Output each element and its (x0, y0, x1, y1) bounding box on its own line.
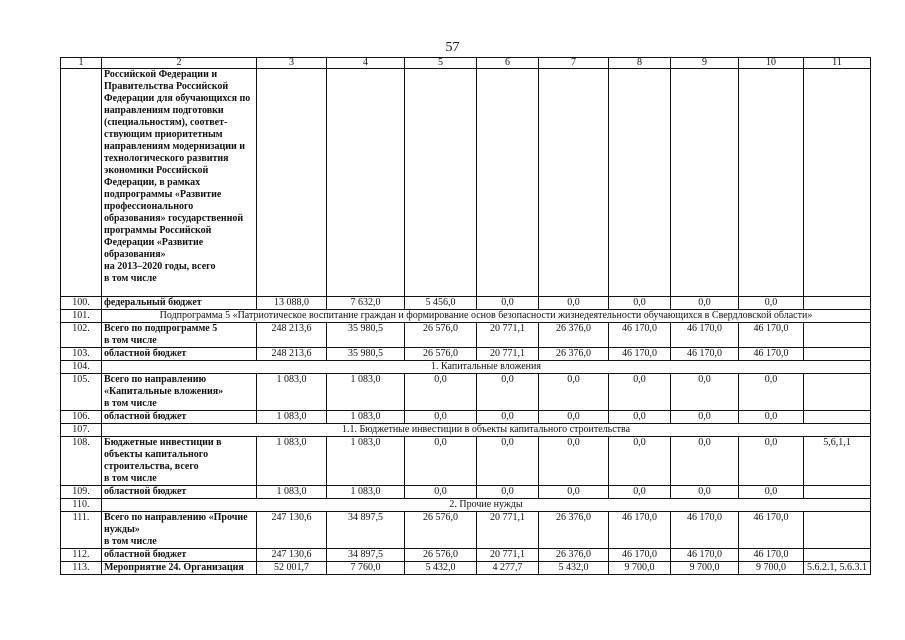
value-cell: 0,0 (405, 374, 477, 411)
column-header: 10 (739, 58, 804, 69)
table-row (61, 297, 871, 310)
value-cell: 0,0 (477, 411, 539, 424)
reference-cell: 5,6,1,1 (804, 437, 871, 486)
value-cell: 46 170,0 (609, 323, 671, 348)
value-cell: 46 170,0 (671, 323, 739, 348)
value-cell: 46 170,0 (739, 348, 804, 361)
value-cell: 0,0 (405, 411, 477, 424)
reference-cell (804, 297, 871, 310)
value-cell: 0,0 (539, 437, 609, 486)
value-cell: 26 376,0 (539, 348, 609, 361)
value-cell: 0,0 (739, 411, 804, 424)
row-label: Всего по направлению «Капитальные вложения» в том числе (102, 374, 257, 411)
column-header: 3 (257, 58, 327, 69)
value-cell: 34 897,5 (327, 512, 405, 549)
row-number: 112. (61, 549, 102, 562)
value-cell: 4 277,7 (477, 562, 539, 575)
section-title: 1.1. Бюджетные инвестиции в объекты капитального строительства (102, 424, 871, 437)
value-cell: 0,0 (739, 437, 804, 486)
value-cell: 0,0 (539, 411, 609, 424)
value-cell: 46 170,0 (671, 512, 739, 549)
value-cell: 248 213,6 (257, 323, 327, 348)
value-cell: 13 088,0 (257, 297, 327, 310)
row-number: 111. (61, 512, 102, 549)
table-row (61, 512, 871, 549)
value-cell: 0,0 (405, 486, 477, 499)
value-cell: 0,0 (609, 374, 671, 411)
row-label: Российской Федерации и Правительства Российской Федерации для обучающихся по направлениям подготовки (специальностям), соответ- ствующим приоритетным направлениям модернизации и технологического развития экономики Российской Федерации, в рамках подпрограммы «Развитие профессионального образования» государственной программы Российской Федерации «Развитие образования» на 2013–2020 годы, всего в том числе (102, 69, 257, 297)
row-number: 103. (61, 348, 102, 361)
column-header: 7 (539, 58, 609, 69)
row-label: федеральный бюджет (102, 297, 257, 310)
section-title: 1. Капитальные вложения (102, 361, 871, 374)
value-cell: 1 083,0 (257, 374, 327, 411)
value-cell: 247 130,6 (257, 549, 327, 562)
value-cell: 0,0 (609, 411, 671, 424)
value-cell: 46 170,0 (609, 549, 671, 562)
column-header: 5 (405, 58, 477, 69)
value-cell: 247 130,6 (257, 512, 327, 549)
value-cell: 46 170,0 (671, 549, 739, 562)
reference-cell (804, 348, 871, 361)
value-cell: 26 576,0 (405, 549, 477, 562)
column-header: 6 (477, 58, 539, 69)
row-label: областной бюджет (102, 486, 257, 499)
value-cell: 46 170,0 (739, 323, 804, 348)
reference-cell (804, 374, 871, 411)
row-number: 107. (61, 424, 102, 437)
column-header: 8 (609, 58, 671, 69)
value-cell: 26 376,0 (539, 549, 609, 562)
row-number: 100. (61, 297, 102, 310)
column-header: 9 (671, 58, 739, 69)
table-row (61, 562, 871, 575)
value-cell: 0,0 (405, 437, 477, 486)
value-cell: 0,0 (739, 486, 804, 499)
value-cell: 0,0 (671, 297, 739, 310)
value-cell: 1 083,0 (327, 486, 405, 499)
column-header: 1 (61, 58, 102, 69)
row-label: Всего по направлению «Прочие нужды» в том числе (102, 512, 257, 549)
row-number: 101. (61, 310, 102, 323)
value-cell: 20 771,1 (477, 549, 539, 562)
value-cell: 1 083,0 (327, 437, 405, 486)
row-label: Всего по подпрограмме 5 в том числе (102, 323, 257, 348)
row-number: 110. (61, 499, 102, 512)
section-row (61, 499, 871, 512)
value-cell: 26 576,0 (405, 512, 477, 549)
value-cell: 0,0 (539, 374, 609, 411)
reference-cell (804, 512, 871, 549)
value-cell: 0,0 (539, 297, 609, 310)
value-cell: 0,0 (609, 297, 671, 310)
row-number: 104. (61, 361, 102, 374)
value-cell: 20 771,1 (477, 323, 539, 348)
value-cell: 0,0 (609, 486, 671, 499)
reference-cell: 5.6.2.1, 5.6.3.1 (804, 562, 871, 575)
budget-table (60, 57, 871, 575)
value-cell: 46 170,0 (739, 549, 804, 562)
value-cell: 26 576,0 (405, 323, 477, 348)
row-number: 109. (61, 486, 102, 499)
table-row (61, 348, 871, 361)
value-cell: 7 760,0 (327, 562, 405, 575)
value-cell: 1 083,0 (257, 486, 327, 499)
value-cell: 0,0 (477, 437, 539, 486)
reference-cell (804, 549, 871, 562)
value-cell: 9 700,0 (609, 562, 671, 575)
value-cell: 20 771,1 (477, 348, 539, 361)
table-row (61, 374, 871, 411)
value-cell: 1 083,0 (257, 437, 327, 486)
value-cell: 0,0 (477, 297, 539, 310)
row-number (61, 69, 102, 297)
row-label: областной бюджет (102, 411, 257, 424)
value-cell: 26 376,0 (539, 512, 609, 549)
row-label: Бюджетные инвестиции в объекты капитального строительства, всего в том числе (102, 437, 257, 486)
value-cell: 46 170,0 (609, 512, 671, 549)
table-header (61, 58, 871, 69)
table-row (61, 549, 871, 562)
row-number: 105. (61, 374, 102, 411)
value-cell: 5 456,0 (405, 297, 477, 310)
value-cell: 9 700,0 (671, 562, 739, 575)
value-cell: 34 897,5 (327, 549, 405, 562)
row-label: Мероприятие 24. Организация (102, 562, 257, 575)
table-row (61, 411, 871, 424)
value-cell: 0,0 (671, 374, 739, 411)
reference-cell (804, 486, 871, 499)
row-number: 106. (61, 411, 102, 424)
value-cell: 0,0 (477, 486, 539, 499)
value-cell: 46 170,0 (739, 512, 804, 549)
row-number: 102. (61, 323, 102, 348)
value-cell: 0,0 (671, 411, 739, 424)
value-cell: 0,0 (609, 437, 671, 486)
value-cell: 9 700,0 (739, 562, 804, 575)
column-header: 11 (804, 58, 871, 69)
section-row (61, 310, 871, 323)
page-number: 57 (445, 40, 460, 55)
table-row (61, 486, 871, 499)
value-cell: 5 432,0 (405, 562, 477, 575)
value-cell: 0,0 (539, 486, 609, 499)
value-cell: 0,0 (671, 486, 739, 499)
value-cell: 7 632,0 (327, 297, 405, 310)
value-cell: 0,0 (739, 297, 804, 310)
value-cell: 0,0 (477, 374, 539, 411)
value-cell: 20 771,1 (477, 512, 539, 549)
row-label: областной бюджет (102, 348, 257, 361)
value-cell: 52 001,7 (257, 562, 327, 575)
table-row (61, 437, 871, 486)
value-cell: 26 376,0 (539, 323, 609, 348)
section-title: 2. Прочие нужды (102, 499, 871, 512)
value-cell: 248 213,6 (257, 348, 327, 361)
value-cell: 46 170,0 (609, 348, 671, 361)
row-number: 113. (61, 562, 102, 575)
row-label: областной бюджет (102, 549, 257, 562)
row-number: 108. (61, 437, 102, 486)
table-row (61, 69, 871, 297)
value-cell: 0,0 (739, 374, 804, 411)
value-cell: 1 083,0 (327, 374, 405, 411)
section-row (61, 424, 871, 437)
value-cell: 0,0 (671, 437, 739, 486)
reference-cell (804, 323, 871, 348)
value-cell: 1 083,0 (327, 411, 405, 424)
value-cell: 1 083,0 (257, 411, 327, 424)
section-title: Подпрограмма 5 «Патриотическое воспитание граждан и формирование основ безопасности жизнедеятельности обучающихся в Свердловской области» (102, 310, 871, 323)
value-cell: 5 432,0 (539, 562, 609, 575)
reference-cell (804, 411, 871, 424)
column-header: 2 (102, 58, 257, 69)
column-header: 4 (327, 58, 405, 69)
value-cell: 35 980,5 (327, 348, 405, 361)
value-cell: 26 576,0 (405, 348, 477, 361)
section-row (61, 361, 871, 374)
value-cell: 46 170,0 (671, 348, 739, 361)
table-row (61, 323, 871, 348)
value-cell: 35 980,5 (327, 323, 405, 348)
